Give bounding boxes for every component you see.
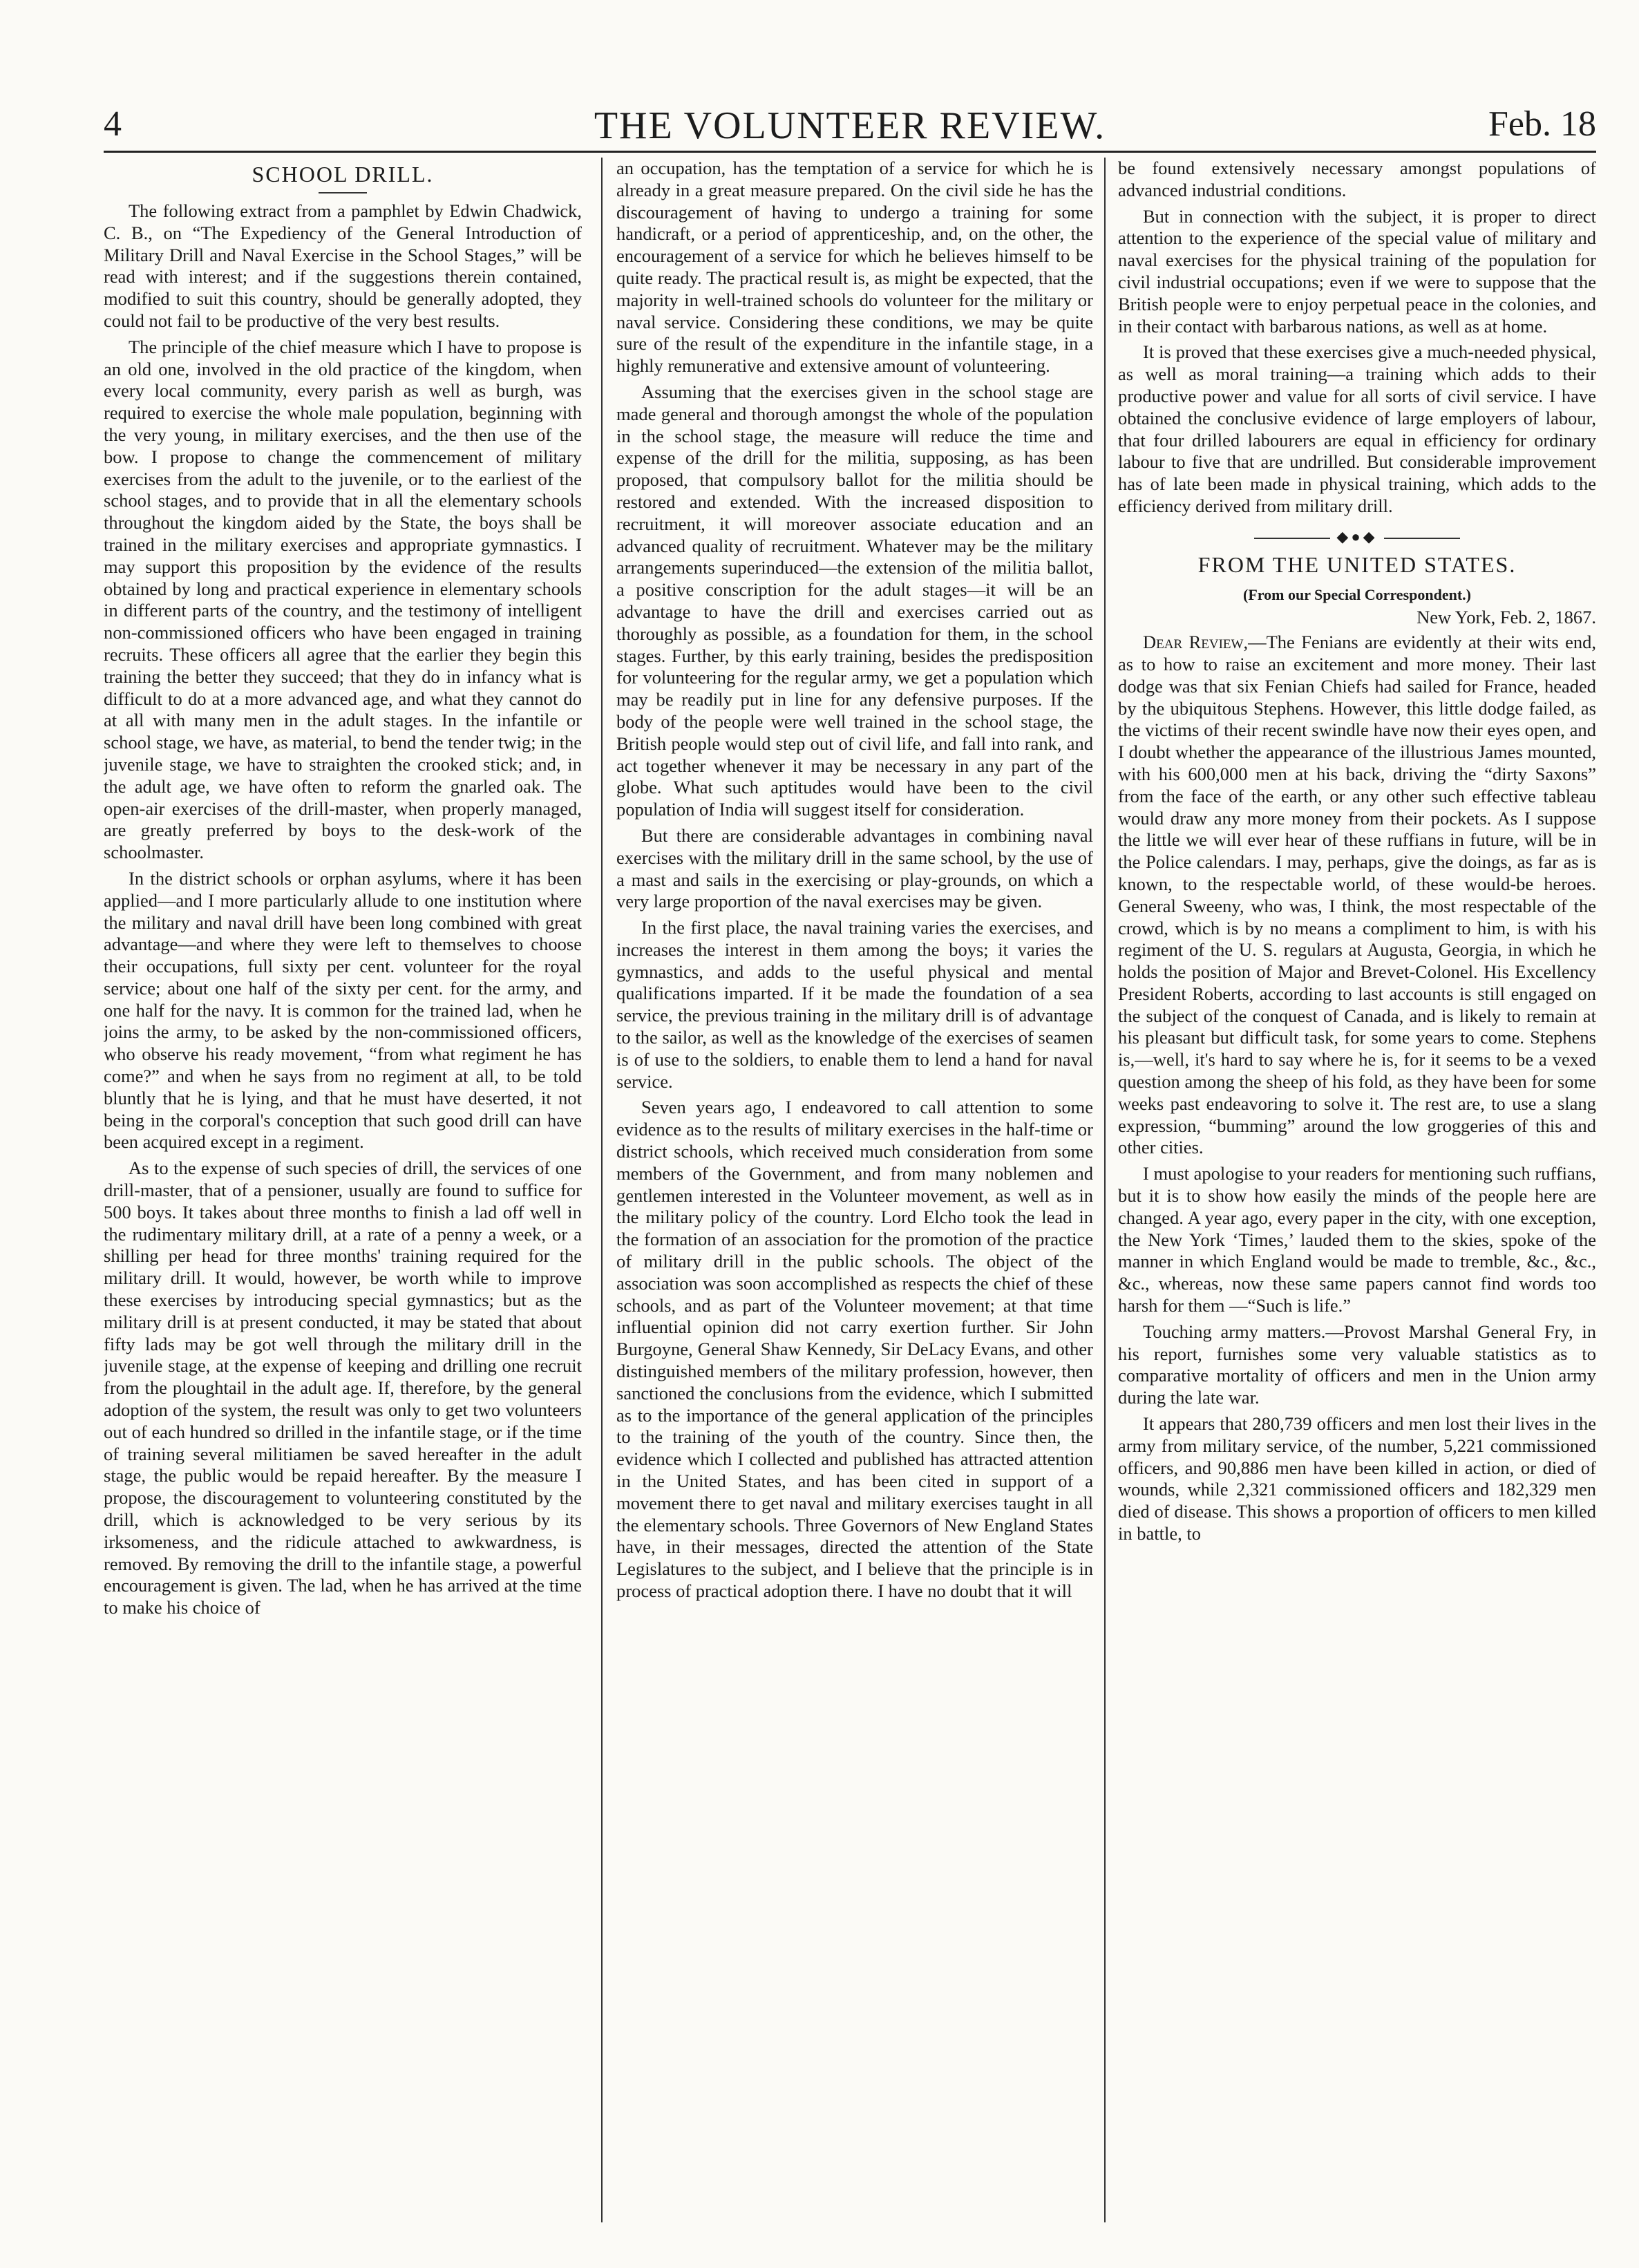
paragraph-text: —The Fenians are evidently at their wits end, as to how to raise an excitement and more money. Their last dodge was that six Fenian Chiefs had sailed for France, headed by the ubiquitous Stephens. However, this little dodge failed, as the victims of their recent swindle have now their eyes open, and I doubt whether the appearance of the illustrious James mounted, with his 600,000 men at his back, driving the “dirty Saxons” from the face of the earth, or any other such effective tableau would draw any more money from their pockets. As I suppose the little we will ever hear of these ruffians in future, will be in the Police calendars. I may, perhaps, give the doings, as far as is known, to the respectable world, of these would-be heroes. General Sweeny, who was, I think, the most respectable of the crowd, which is by no means a compliment to him, is with his regiment of the U. S. regulars at Augusta, Georgia, in which he holds the position of Major and Brevet-Colonel. His Excellency President Roberts, according to last accounts is still engaged on the subject of the conquest of Canada, and is likely to remain at his pleasant but difficult task, for some years to come. Stephens is,—well, it's hard to say where he is, for it seems to be a vexed question among the sheep of his fold, as they have been for some weeks past endeavoring to solve it. The rest are, to use a slang expression, “bumming” around the low groggeries of this and other cities. — [1118, 632, 1596, 1158]
paragraph: an occupation, has the temptation of a service for which he is already in a great measure prepared. On the civil side he has the discouragement of having to undergo a training for some handicraft, or a period of apprenticeship, and, on the other, the encouragement of a service for which he believes himself to be quite ready. The practical result is, as might be expected, that the majority in well-trained schools do volunteer for the military or naval service. Considering these conditions, we may be quite sure of the result of the expenditure in the infantile stage, in a highly remunerative and extensive amount of volunteering. — [616, 158, 1093, 377]
heading-rule — [319, 192, 367, 193]
correspondent-credit: (From our Special Correspondent.) — [1243, 585, 1471, 603]
issue-date: Feb. 18 — [1488, 104, 1596, 144]
column-3 — [1106, 158, 1596, 2222]
paragraph: It appears that 280,739 officers and men lost their lives in the army from military service, of the number, 5,221 commissioned officers, and 90,886 men have been killed in action, or died of wounds, while 2,321 commissioned officers and 182,329 men died of disease. This shows a proportion of officers to men killed in battle, to — [1118, 1413, 1596, 1544]
column-divider — [601, 158, 603, 2222]
column-1 — [104, 158, 594, 2222]
paragraph: As to the expense of such species of drill, the services of one drill-master, that of a pensioner, usually are found to suffice for 500 boys. It takes about three months to finish a lad off well in the rudimentary military drill, at a rate of a penny a week, or a shilling per head for three months' training required for the military drill. It would, however, be worth while to improve these exercises by introducing special gymnastics; but as the military drill is at present conducted, it may be stated that about fifty lads may be got well through the military drill in the juvenile stage, at the expense of keeping and drilling one recruit from the ploughtail in the adult age. If, therefore, by the general adoption of the system, the result was only to get two volunteers out of each hundred so drilled in the infantile stage, or if the time of training several militiamen be saved hereafter in the adult stage, the public would be repaid hereafter. By the measure I propose, the discouragement to volunteering constituted by the drill, which is acknowledged to be very serious by its irksomeness, and the ridicule attached to awkwardness, is removed. By removing the drill to the infantile stage, a powerful encouragement is given. The lad, when he has arrived at the time to make his choice of — [104, 1157, 582, 1618]
paragraph: But there are considerable advantages in combining naval exercises with the military drill in the same school, by the use of a mast and sails in the exercising or play-grounds, on which a very large proportion of the naval exercises may be given. — [616, 824, 1093, 912]
paragraph: It is proved that these exercises give a much-needed physical, as well as moral training—a training which adds to their productive power and value for all sorts of civil service. I have obtained the conclusive evidence of large employers of labour, that four drilled labourers are equal in efficiency for ordinary labour to five that are undrilled. But considerable improvement has of late been made in physical training, which adds to the efficiency derived from military drill. — [1118, 341, 1596, 516]
column-2 — [607, 158, 1103, 2222]
paragraph: The principle of the chief measure which I have to propose is an old one, involved in the old practice of the kingdom, when every local community, every parish as well as burgh, was required to exercise the whole male population, beginning with the very young, in military exercises, and the then use of the bow. I propose to change the commencement of military exercises from the adult to the juvenile, or to the earliest of the school stages, and to provide that in all the elementary schools throughout the kingdom aided by the State, the boys shall be trained in the military exercises and appropriate gymnastics. I may support this proposition by the evidence of the results obtained by long and practical experience in elementary schools in different parts of the country, and the testimony of intelligent non-commissioned officers who have been engaged in training recruits. These officers all agree that the earlier they begin this training the better they succeed; that they do in infancy what is difficult to do at a more advanced age, and what they cannot do at all with many men in the adult stages. In the infantile or school stage, we have, as material, to bend the tender twig; in the juvenile stage, we have to straighten the crooked stick; and, in the adult age, we have often to reform the gnarled oak. The open-air exercises of the drill-master, when properly managed, are greatly preferred by boys to the desk-work of the schoolmaster. — [104, 336, 582, 863]
article-heading-united-states: FROM THE UNITED STATES. — [1197, 551, 1517, 577]
paragraph: Assuming that the exercises given in the school stage are made general and thorough amongst the whole of the population in the school stage, the measure will reduce the time and expense of the drill for the militia, supposing, as has been proposed, that compulsory ballot for the militia should be restored and extended. With the increased disposition to recruitment, it will moreover associate education and an advanced quality of recruitment. Whatever may be the military arrangements superinduced—the extension of the militia ballot, a positive conscription for the adult stages—it will be an advantage to have the drill and exercises carried out as thoroughly as possible, as a foundation for them, in the school stages. Further, by this early training, besides the predisposition for volunteering for the regular army, we get a population which may be readily put in line for any defensive purposes. If the body of the people were well trained in the school stage, the British people would step out of civil life, and fall into rank, and act together whenever it may be necessary in any part of the globe. What such aptitudes would have been to the civil population of India will suggest itself for consideration. — [616, 381, 1093, 820]
paragraph: The following extract from a pamphlet by Edwin Chadwick, C. B., on “The Expediency of the General Introduction of Military Drill and Naval Exercise in the School Stages,” will be read with interest; and if the suggestions therein contained, modified to suit this country, should be generally adopted, they could not fail to be productive of the very best results. — [104, 200, 582, 331]
paragraph: But in connection with the subject, it is proper to direct attention to the experience of the special value of military and naval exercises for the physical training of the population for civil industrial occupations; even if we were to suppose that the British people were to enjoy perpetual peace in the colonies, and in their contact with barbarous nations, as well as at home. — [1118, 205, 1596, 337]
publication-title: THE VOLUNTEER REVIEW. — [594, 104, 1106, 147]
paragraph: In the first place, the naval training varies the exercises, and increases the interest in them among the boys; it varies the gymnastics, and adds to the useful physical and mental qualifications imparted. If it be made the foundation of a sea service, the previous training in the military drill is of advantage to the sailor, as well as the knowledge of the exercises of seamen is of use to the soldiers, to enable them to lend a hand for naval service. — [616, 917, 1093, 1092]
paragraph — [1118, 632, 1596, 1159]
section-ornament: ◆●◆ — [1118, 526, 1596, 548]
dateline: New York, Feb. 2, 1867. — [1417, 607, 1596, 628]
masthead-rule — [104, 151, 1596, 153]
page-number: 4 — [104, 104, 122, 144]
masthead — [104, 104, 1596, 152]
paragraph: I must apologise to your readers for mentioning such ruffians, but it is to show how easily the minds of the people here are changed. A year ago, every paper in the city, with one exception, the New York ‘Times,’ lauded them to the skies, spoke of the manner in which England would be made to tremble, &c., &c., &c., whereas, now these same papers cannot find words too harsh for them —“Such is life.” — [1118, 1163, 1596, 1316]
salutation: Dear Review, — [1143, 632, 1249, 653]
paragraph: Touching army matters.—Provost Marshal General Fry, in his report, furnishes some very valuable statistics as to comparative mortality of officers and men in the Union army during the late war. — [1118, 1321, 1596, 1408]
paragraph: In the district schools or orphan asylums, where it has been applied—and I more particularly allude to one institution where the military and naval drill have been long combined with great advantage—and where they were left to themselves to choose their occupations, full sixty per cent. volunteer for the royal service; about one half of the sixty per cent. for the army, and one half for the navy. It is common for the trained lad, when he joins the army, to be asked by the non-commissioned officers, who observe his ready movement, “from what regiment he has come?” and when he says from no regiment at all, to be told bluntly that he is lying, and that he must have deserted, it not being in the corporal's conception that such good drill can have been acquired except in a regiment. — [104, 867, 582, 1153]
article-heading-school-drill: SCHOOL DRILL. — [252, 162, 434, 187]
paragraph: Seven years ago, I endeavored to call attention to some evidence as to the results of military exercises in the half-time or district schools, which received much consideration from some members of the Government, and from many noblemen and gentlemen interested in the Volunteer movement, as well as in the military policy of the country. Lord Elcho took the lead in the formation of an association for the promotion of the practice of military drill in the public schools. The object of the association was soon accomplished as respects the chief of these schools, and as part of the Volunteer movement; at that time influential opinion did not carry exertion further. Sir John Burgoyne, General Shaw Kennedy, Sir DeLacy Evans, and other distinguished members of the military profession, however, then sanctioned the conclusions from the evidence, which I submitted as to the importance of the general application of the principles to the training of the youth of the country. Since then, the evidence which I collected and published has attracted attention in the United States, and has been cited in support of a movement there to get naval and military exercises taught in all the elementary schools. Three Governors of New England States have, in their messages, directed the attention of the State Legislatures to the subject, and I believe that the principle is in process of practical adoption there. I have no doubt that it will — [616, 1097, 1093, 1601]
paragraph: be found extensively necessary amongst populations of advanced industrial conditions. — [1118, 158, 1596, 200]
